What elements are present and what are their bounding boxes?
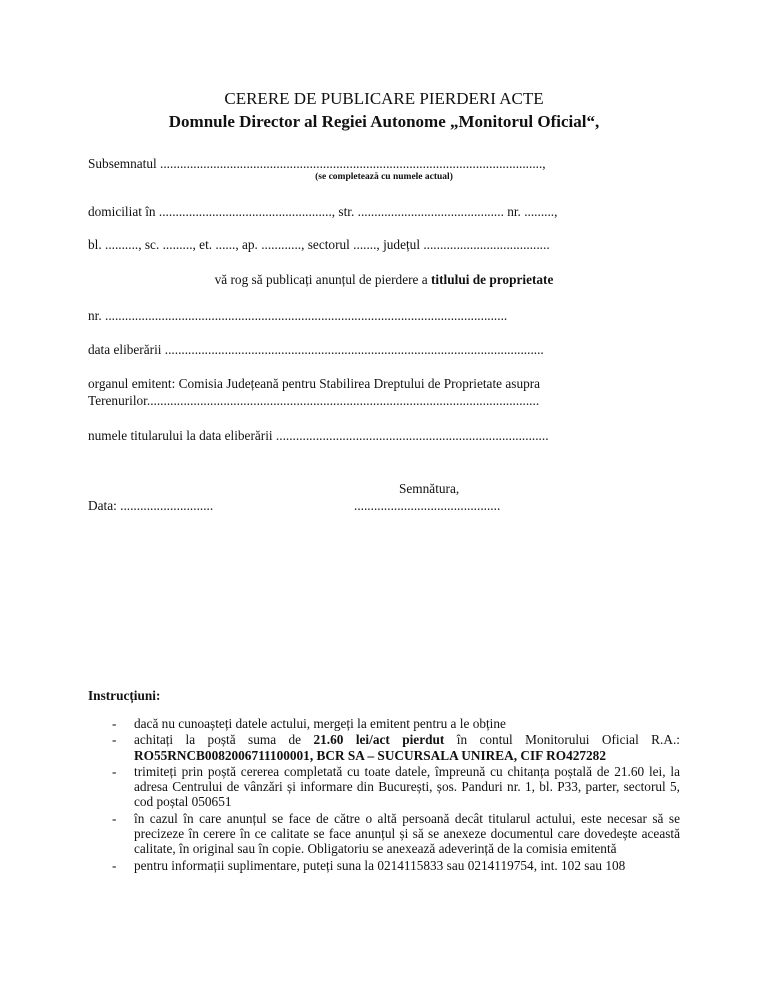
instruction-text: în contul Monitorului Oficial R.A.:	[444, 732, 680, 748]
bloc-field: bl. .........., sc. ........., et. ......, ap. ............, sectorul ......., județul ......................................	[88, 237, 550, 252]
semnatura-label: Semnătura,	[399, 481, 460, 496]
instruction-text: trimiteți prin poștă cererea completată cu toate datele, împreună cu chitanța poștală de 21.60 lei, la adresa Centrului de vânzări și informare din București, șos. Panduri nr. 1, bl. P33, parter, sectorul 5, cod poștal 050651	[134, 763, 680, 810]
instruction-text: pentru informații suplimentare, puteți suna la 0214115833 sau 0214119754, int. 102 sau 108	[134, 857, 626, 873]
subsemnatul-field: Subsemnatul ...................................................................................................................,	[88, 156, 546, 171]
nr-field: nr. .........................................................................................................................	[88, 308, 508, 323]
instruction-item	[88, 764, 680, 810]
fee-amount: 21.60 lei/act pierdut	[313, 732, 445, 748]
numele-titularului-field: numele titularului la data eliberării ..................................................................................	[88, 428, 549, 443]
request-sentence	[0, 272, 768, 288]
instruction-item	[88, 811, 680, 857]
document-addressee: Domnule Director al Regiei Autonome „Monitorul Oficial“,	[168, 112, 600, 131]
instruction-text: dacă nu cunoașteți datele actului, mergeți la emitent pentru a le obține	[134, 716, 506, 731]
domiciliat-field: domiciliat în ...................................................., str. ............................................ nr. .........,	[88, 204, 558, 219]
list-dash: -	[112, 732, 117, 748]
instruction-text: achitați la poștă suma de	[134, 732, 314, 748]
instructions-list	[88, 716, 680, 874]
instructions-heading: Instrucțiuni:	[88, 688, 161, 703]
instruction-text: în cazul în care anunțul se face de către o altă persoană decât titularul actului, este necesar să se precizeze în cerere în ce calitate se face anunțul și să se anexeze documentul care dovedește această calitate, în original sau în copie. Obligatoriu se anexează adeverință de la comisia emitentă	[134, 810, 680, 857]
document-title: CERERE DE PUBLICARE PIERDERI ACTE	[224, 89, 544, 108]
data-field: Data: ............................	[88, 498, 214, 513]
organ-emitent-line2: Terenurilor......................................................................................................................	[88, 393, 540, 408]
list-dash: -	[112, 763, 117, 779]
subsemnatul-note: (se completează cu numele actual)	[315, 172, 453, 182]
list-dash: -	[112, 716, 117, 731]
list-dash: -	[112, 810, 117, 826]
semnatura-dots: ............................................	[354, 498, 501, 513]
request-text: vă rog să publicați anunțul de pierdere a	[214, 272, 431, 287]
request-document-type: titlului de proprietate	[431, 272, 554, 287]
bank-account: RO55RNCB0082006711100001, BCR SA – SUCURSALA UNIREA, CIF RO427282	[134, 747, 606, 763]
data-eliberarii-field: data eliberării ..................................................................................................................	[88, 342, 544, 357]
instruction-item	[88, 732, 680, 763]
instruction-item	[88, 716, 680, 731]
list-dash: -	[112, 857, 117, 873]
organ-emitent-line1: organul emitent: Comisia Județeană pentru Stabilirea Dreptului de Proprietate asupra	[88, 376, 541, 391]
instruction-item	[88, 858, 680, 873]
